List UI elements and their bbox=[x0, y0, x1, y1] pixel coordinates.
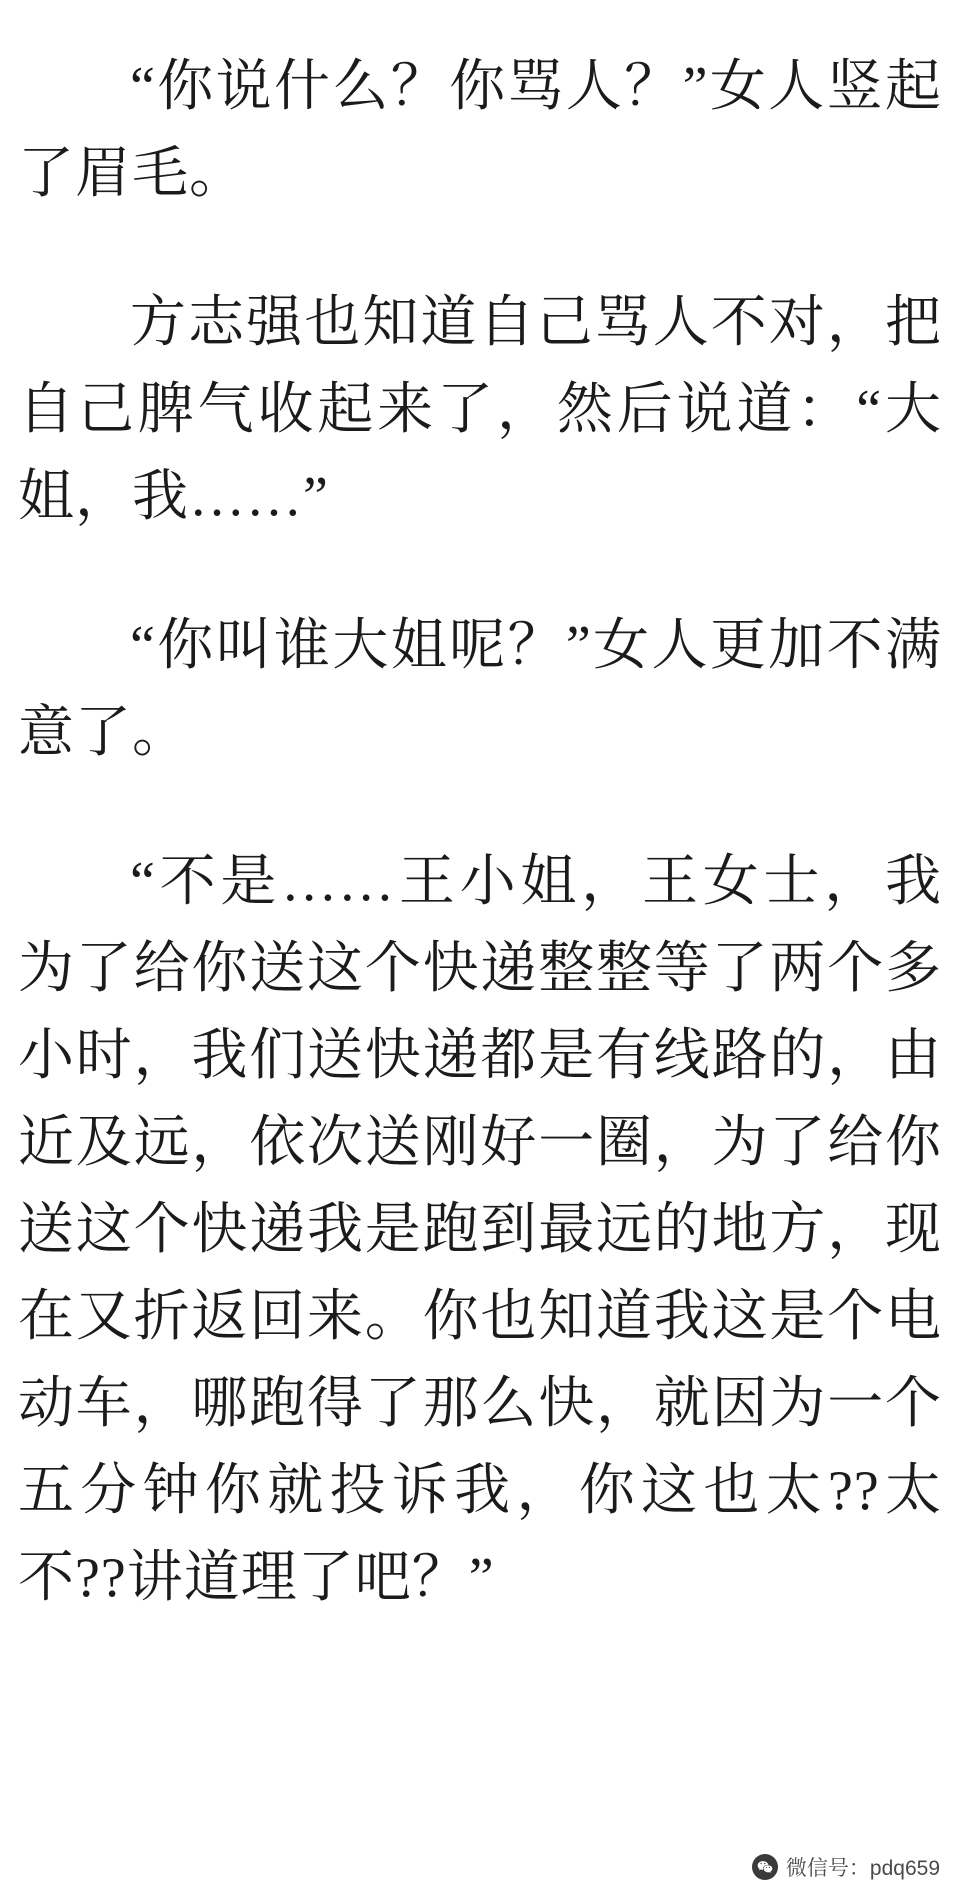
paragraph-4: “不是……王小姐，王女士，我为了给你送这个快递整整等了两个多小时，我们送快递都是有线路的，由近及远，依次送刚好一圈，为了给你送这个快递我是跑到最远的地方，现在又折返回来。你也知道我这是个电动车，哪跑得了那么快，就因为一个五分钟你就投诉我，你这也太??太不??讲道理了吧？” bbox=[18, 851, 942, 1609]
wechat-icon bbox=[752, 1854, 778, 1880]
paragraph-3: “你叫谁大姐呢？”女人更加不满意了。 bbox=[18, 615, 942, 764]
wechat-watermark bbox=[752, 1852, 940, 1882]
wechat-watermark-text: 微信号：pdq659 bbox=[785, 1857, 940, 1880]
paragraph-2: 方志强也知道自己骂人不对，把自己脾气收起来了，然后说道：“大姐，我……” bbox=[18, 292, 942, 528]
paragraph-1: “你说什么？你骂人？”女人竖起了眉毛。 bbox=[18, 56, 942, 205]
